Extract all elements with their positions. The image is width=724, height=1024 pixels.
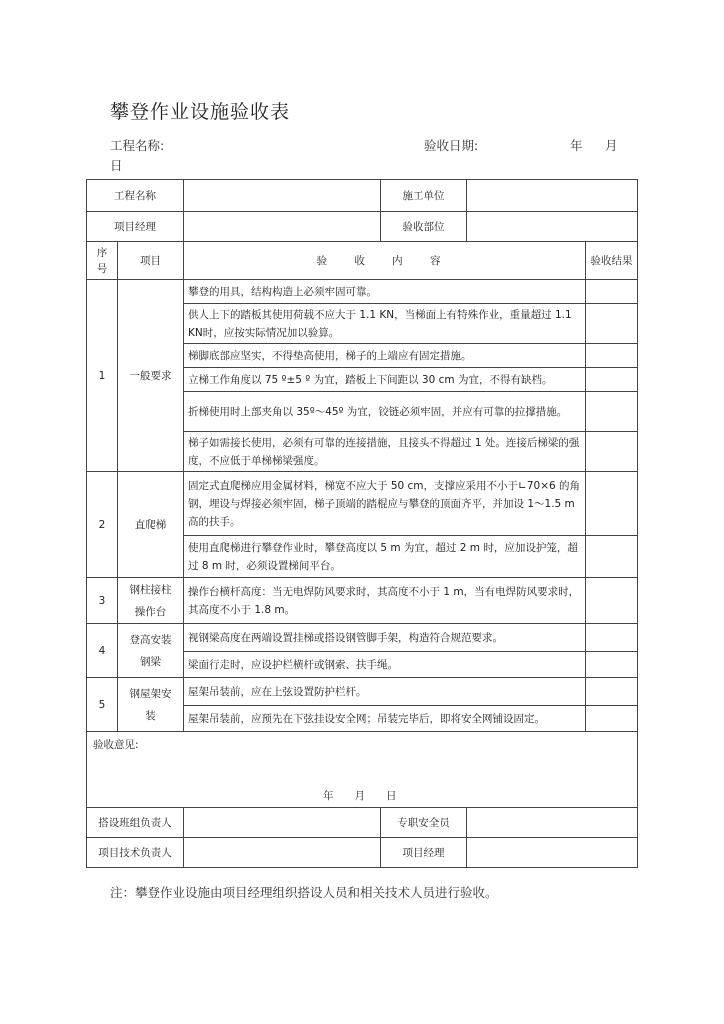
opinion-label: 验收意见: xyxy=(93,739,139,751)
signature-row xyxy=(87,838,638,868)
signature-label: 项目经理 xyxy=(381,838,467,868)
group-number: 5 xyxy=(87,678,118,732)
info-row xyxy=(87,212,638,242)
signature-value[interactable] xyxy=(467,808,638,838)
checklist-row xyxy=(87,624,638,652)
signature-label: 专职安全员 xyxy=(381,808,467,838)
col-header-content: 验 收 内 容 xyxy=(184,242,586,280)
date-day: 日 xyxy=(110,158,123,173)
project-name-label: 工程名称: xyxy=(110,138,165,153)
signature-value[interactable] xyxy=(184,808,381,838)
result-cell[interactable] xyxy=(586,536,638,578)
result-cell[interactable] xyxy=(586,678,638,706)
group-name: 钢柱接柱操作台 xyxy=(118,578,184,624)
group-name: 钢屋架安装 xyxy=(118,678,184,732)
info-value-acceptance-part[interactable] xyxy=(467,212,638,242)
checklist-item-text: 梁面行走时，应设护栏横杆或钢索、扶手绳。 xyxy=(184,652,586,678)
col-header-result: 验收结果 xyxy=(586,242,638,280)
group-number: 2 xyxy=(87,472,118,578)
signature-label: 项目技术负责人 xyxy=(87,838,184,868)
checklist-item-text: 固定式直爬梯应用金属材料，梯宽不应大于 50 cm，支撑应采用不小于∟70×6 的角钢，埋设与焊接必须牢固，梯子顶端的踏棍应与攀登的顶面齐平，并加设 1～1.5 m 高的扶手。 xyxy=(184,472,586,536)
signature-label: 搭设班组负责人 xyxy=(87,808,184,838)
table-body xyxy=(87,180,638,868)
info-value-project-manager[interactable] xyxy=(184,212,381,242)
result-cell[interactable] xyxy=(586,472,638,536)
group-name: 登高安装钢梁 xyxy=(118,624,184,678)
checklist-item-text: 使用直爬梯进行攀登作业时，攀登高度以 5 m 为宜，超过 2 m 时，应加设护笼，超过 8 m 时，必须设置梯间平台。 xyxy=(184,536,586,578)
date-month: 月 xyxy=(605,138,618,153)
info-label: 项目经理 xyxy=(87,212,184,242)
result-cell[interactable] xyxy=(586,280,638,304)
checklist-item-text: 攀登的用具，结构构造上必须牢固可靠。 xyxy=(184,280,586,304)
date-year: 年 xyxy=(570,138,583,153)
signature-row xyxy=(87,808,638,838)
acceptance-date-label: 验收日期: xyxy=(424,138,479,153)
checklist-item-text: 梯脚底部应坚实，不得垫高使用，梯子的上端应有固定措施。 xyxy=(184,344,586,368)
group-name: 直爬梯 xyxy=(118,472,184,578)
footnote: 注：攀登作业设施由项目经理组织搭设人员和相关技术人员进行验收。 xyxy=(110,885,498,900)
checklist-item-text: 视钢梁高度在两端设置挂梯或搭设钢管脚手架，构造符合规范要求。 xyxy=(184,624,586,652)
form-title: 攀登作业设施验收表 xyxy=(110,101,291,123)
col-header-item: 项目 xyxy=(118,242,184,280)
result-cell[interactable] xyxy=(586,578,638,624)
checklist-item-text: 屋架吊装前，应在上弦设置防护栏杆。 xyxy=(184,678,586,706)
info-label: 工程名称 xyxy=(87,180,184,212)
result-cell[interactable] xyxy=(586,432,638,472)
opinion-date: 年 月 日 xyxy=(323,790,397,802)
result-cell[interactable] xyxy=(586,368,638,392)
checklist-item-text: 操作台横杆高度：当无电焊防风要求时，其高度不小于 1 m，当有电焊防风要求时，其高度不小于 1.8 m。 xyxy=(184,578,586,624)
group-number: 4 xyxy=(87,624,118,678)
info-value-project-name[interactable] xyxy=(184,180,381,212)
group-name: 一般要求 xyxy=(118,280,184,472)
checklist-row xyxy=(87,280,638,304)
checklist-row xyxy=(87,472,638,536)
col-header-seq: 序号 xyxy=(87,242,118,280)
checklist-row xyxy=(87,678,638,706)
result-cell[interactable] xyxy=(586,392,638,432)
acceptance-table xyxy=(86,179,638,868)
group-number: 1 xyxy=(87,280,118,472)
result-cell[interactable] xyxy=(586,344,638,368)
checklist-item-text: 立梯工作角度以 75 º±5 º 为宜，踏板上下间距以 30 cm 为宜，不得有缺档。 xyxy=(184,368,586,392)
result-cell[interactable] xyxy=(586,304,638,344)
signature-value[interactable] xyxy=(184,838,381,868)
info-value-contractor[interactable] xyxy=(467,180,638,212)
info-row xyxy=(87,180,638,212)
column-header-row xyxy=(87,242,638,280)
opinion-row xyxy=(87,732,638,808)
group-number: 3 xyxy=(87,578,118,624)
opinion-cell[interactable] xyxy=(87,732,638,808)
signature-value[interactable] xyxy=(467,838,638,868)
checklist-item-text: 供人上下的踏板其使用荷载不应大于 1.1 KN，当梯面上有特殊作业，重量超过 1.1 KN时，应按实际情况加以验算。 xyxy=(184,304,586,344)
result-cell[interactable] xyxy=(586,706,638,732)
checklist-item-text: 屋架吊装前，应预先在下弦挂设安全网；吊装完毕后，即将安全网铺设固定。 xyxy=(184,706,586,732)
checklist-item-text: 折梯使用时上部夹角以 35º～45º 为宜，铰链必须牢固，并应有可靠的拉撑措施。 xyxy=(184,392,586,432)
checklist-row xyxy=(87,578,638,624)
checklist-item-text: 梯子如需接长使用，必须有可靠的连接措施，且接头不得超过 1 处。连接后梯梁的强度，不应低于单梯梯梁强度。 xyxy=(184,432,586,472)
info-label: 施工单位 xyxy=(381,180,467,212)
result-cell[interactable] xyxy=(586,624,638,652)
result-cell[interactable] xyxy=(586,652,638,678)
info-label: 验收部位 xyxy=(381,212,467,242)
